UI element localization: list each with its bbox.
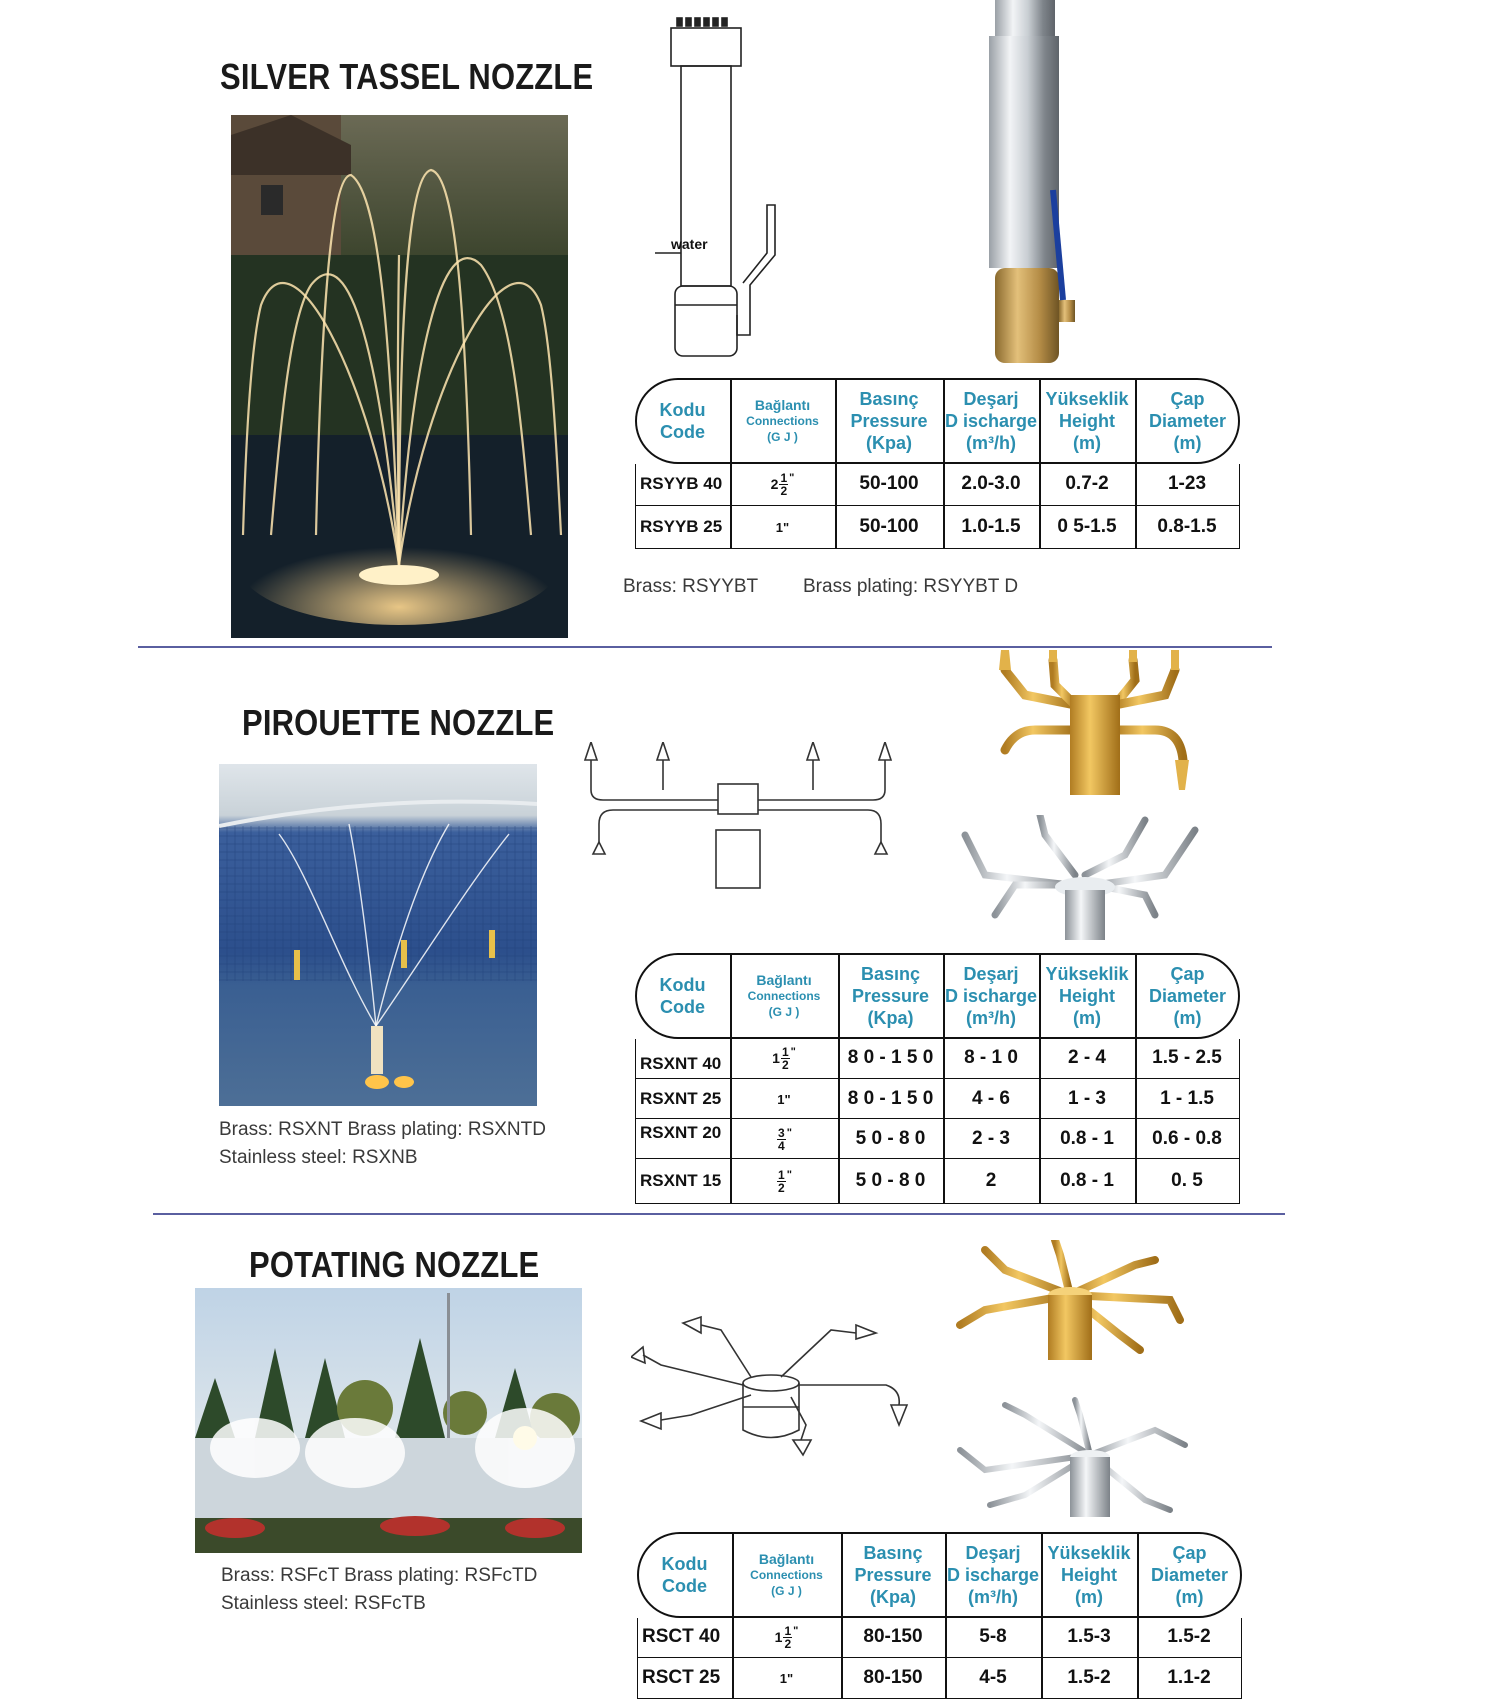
table-row: [636, 1078, 1239, 1119]
discharge-cell: 4 - 6: [971, 1088, 1011, 1109]
table-row: [638, 1617, 1241, 1657]
rotating-drawing: [631, 1305, 916, 1460]
header-unit: (Kpa): [866, 433, 912, 453]
pool-fountain-photo: [219, 764, 537, 1106]
valve-photo: [975, 0, 1095, 365]
header-en: D ischarge: [944, 411, 1038, 431]
header-tr: Kodu: [659, 400, 706, 420]
code-cell: RSXNT 15: [640, 1171, 722, 1190]
connection-fraction: 1 1 2 ": [774, 1623, 799, 1651]
height-cell: 2 - 4: [1067, 1047, 1107, 1068]
pressure-cell: 8 0 - 1 5 0: [847, 1088, 934, 1109]
section-title: SILVER TASSEL NOZZLE: [220, 56, 594, 97]
section-title: PIROUETTE NOZZLE: [242, 702, 555, 743]
header-en: Connections: [746, 414, 819, 428]
table-row: [636, 1158, 1239, 1203]
header-tr: Deşarj: [963, 964, 1019, 984]
section-divider: [138, 646, 1272, 648]
header-en: Height: [1059, 411, 1115, 431]
header-tr: Çap: [1172, 1543, 1207, 1563]
connection-cell: 1": [779, 1670, 794, 1686]
header-tr: Çap: [1170, 389, 1205, 409]
height-cell: 1.5-3: [1067, 1626, 1111, 1647]
header-unit: (m): [1075, 1587, 1103, 1607]
header-unit: (m³/h): [966, 433, 1016, 453]
height-cell: 0.7-2: [1065, 473, 1109, 494]
material-note: Brass: RSXNT Brass plating: RSXNTD: [219, 1119, 546, 1140]
discharge-cell: 2 - 3: [971, 1128, 1011, 1149]
pressure-cell: 80-150: [863, 1626, 923, 1647]
height-cell: 0 5-1.5: [1057, 516, 1117, 537]
connection-fraction: 3 4 ": [778, 1125, 792, 1153]
height-cell: 1.5-2: [1067, 1667, 1111, 1688]
header-en: Pressure: [850, 411, 928, 431]
header-en: D ischarge: [944, 986, 1038, 1006]
header-tr: Basınç: [860, 964, 921, 984]
code-cell: RSCT 40: [642, 1626, 721, 1647]
diameter-cell: 0. 5: [1171, 1170, 1203, 1191]
table-row: [636, 1038, 1239, 1078]
header-tr: Deşarj: [965, 1543, 1021, 1563]
header-tr: Yükseklik: [1045, 389, 1129, 409]
steel-nozzle-photo: [945, 815, 1225, 940]
spec-table-rotating: [637, 1532, 1242, 1699]
header-unit: (Kpa): [870, 1587, 916, 1607]
code-cell: RSXNT 25: [640, 1089, 722, 1108]
code-cell: RSXNT 20: [640, 1123, 722, 1142]
header-en: Diameter: [1150, 1565, 1229, 1585]
discharge-cell: 5-8: [979, 1626, 1007, 1647]
material-note: Brass plating: RSYYBT D: [803, 576, 1019, 597]
discharge-cell: 2.0-3.0: [961, 473, 1021, 494]
header-en: Code: [662, 1576, 707, 1596]
height-cell: 1 - 3: [1067, 1088, 1107, 1109]
header-unit: (m): [1073, 1008, 1101, 1028]
water-label: water: [671, 236, 708, 252]
header-tr: Basınç: [863, 1543, 923, 1563]
header-tr: Yükseklik: [1047, 1543, 1131, 1563]
header-tr: Bağlantı: [758, 1551, 815, 1567]
header-tr: Kodu: [661, 1554, 708, 1574]
material-note: Brass: RSYYBT: [623, 576, 759, 597]
header-unit: (G J ): [771, 1584, 802, 1598]
discharge-cell: 4-5: [979, 1667, 1007, 1688]
header-en: Code: [660, 422, 705, 442]
connection-fraction: 1 2 ": [778, 1167, 792, 1195]
pressure-cell: 5 0 - 8 0: [855, 1170, 926, 1191]
header-en: Pressure: [851, 986, 930, 1006]
steel-rotating-photo: [955, 1395, 1215, 1520]
diameter-cell: 1.1-2: [1167, 1667, 1211, 1688]
material-note: Brass: RSFcT Brass plating: RSFcTD: [221, 1565, 538, 1586]
pressure-cell: 50-100: [859, 516, 919, 537]
header-tr: Yükseklik: [1045, 964, 1129, 984]
table-row: [636, 463, 1239, 505]
header-unit: (m): [1073, 433, 1101, 453]
fountain-photo: [231, 115, 568, 638]
height-cell: 0.8 - 1: [1060, 1128, 1114, 1149]
discharge-cell: 1.0-1.5: [961, 516, 1021, 537]
table-row: [636, 1118, 1239, 1159]
park-fountain-photo: [195, 1288, 582, 1553]
header-en: Pressure: [854, 1565, 932, 1585]
section-title: POTATING NOZZLE: [249, 1244, 540, 1285]
connection-cell: 1": [777, 1091, 791, 1107]
material-note: Stainless steel: RSXNB: [219, 1147, 418, 1168]
header-en: Connections: [747, 989, 821, 1003]
pressure-cell: 8 0 - 1 5 0: [847, 1047, 934, 1068]
header-unit: (m): [1173, 1008, 1202, 1028]
table-row: [638, 1657, 1241, 1698]
nozzle-drawing: [655, 15, 825, 360]
header-unit: (m): [1173, 433, 1202, 453]
height-cell: 0.8 - 1: [1060, 1170, 1114, 1191]
spec-table-pirouette: [635, 953, 1240, 1203]
code-cell: RSYYB 40: [640, 474, 723, 493]
diameter-cell: 1.5 - 2.5: [1152, 1047, 1222, 1068]
pressure-cell: 5 0 - 8 0: [855, 1128, 926, 1149]
diameter-cell: 1 - 1.5: [1160, 1088, 1214, 1109]
header-tr: Bağlantı: [756, 972, 812, 988]
section-divider: [153, 1213, 1285, 1215]
brass-rotating-photo: [945, 1240, 1195, 1365]
header-unit: (G J ): [767, 430, 798, 444]
header-en: Code: [660, 997, 705, 1017]
diameter-cell: 0.6 - 0.8: [1152, 1128, 1222, 1149]
diameter-cell: 1.5-2: [1167, 1626, 1211, 1647]
pirouette-drawing: [583, 742, 913, 892]
header-tr: Bağlantı: [754, 397, 811, 413]
header-unit: (G J ): [768, 1005, 800, 1019]
header-unit: (m): [1175, 1587, 1204, 1607]
header-tr: Deşarj: [963, 389, 1019, 409]
header-tr: Çap: [1170, 964, 1205, 984]
connection-fraction: 2 1 2 ": [770, 470, 795, 498]
header-unit: (Kpa): [867, 1008, 914, 1028]
header-en: Height: [1059, 986, 1115, 1006]
header-unit: (m³/h): [968, 1587, 1018, 1607]
spec-table-silver-tassel: [635, 378, 1240, 548]
discharge-cell: 2: [985, 1170, 997, 1191]
discharge-cell: 8 - 1 0: [964, 1047, 1018, 1068]
header-tr: Basınç: [859, 389, 919, 409]
connection-fraction: 1 1 2 ": [772, 1044, 796, 1072]
header-unit: (m³/h): [966, 1008, 1016, 1028]
diameter-cell: 1-23: [1167, 473, 1207, 494]
header-en: Height: [1061, 1565, 1117, 1585]
material-note: Stainless steel: RSFcTB: [221, 1593, 426, 1614]
code-cell: RSXNT 40: [640, 1054, 722, 1073]
header-en: D ischarge: [946, 1565, 1040, 1585]
code-cell: RSCT 25: [642, 1667, 721, 1688]
header-tr: Kodu: [659, 975, 706, 995]
diameter-cell: 0.8-1.5: [1157, 516, 1217, 537]
pressure-cell: 50-100: [859, 473, 919, 494]
code-cell: RSYYB 25: [640, 517, 723, 536]
connection-cell: 1": [775, 519, 790, 535]
header-en: Connections: [750, 1568, 823, 1582]
header-en: Diameter: [1148, 411, 1227, 431]
brass-nozzle-photo: [975, 650, 1215, 795]
header-en: Diameter: [1148, 986, 1227, 1006]
table-row: [636, 505, 1239, 548]
pressure-cell: 80-150: [863, 1667, 923, 1688]
